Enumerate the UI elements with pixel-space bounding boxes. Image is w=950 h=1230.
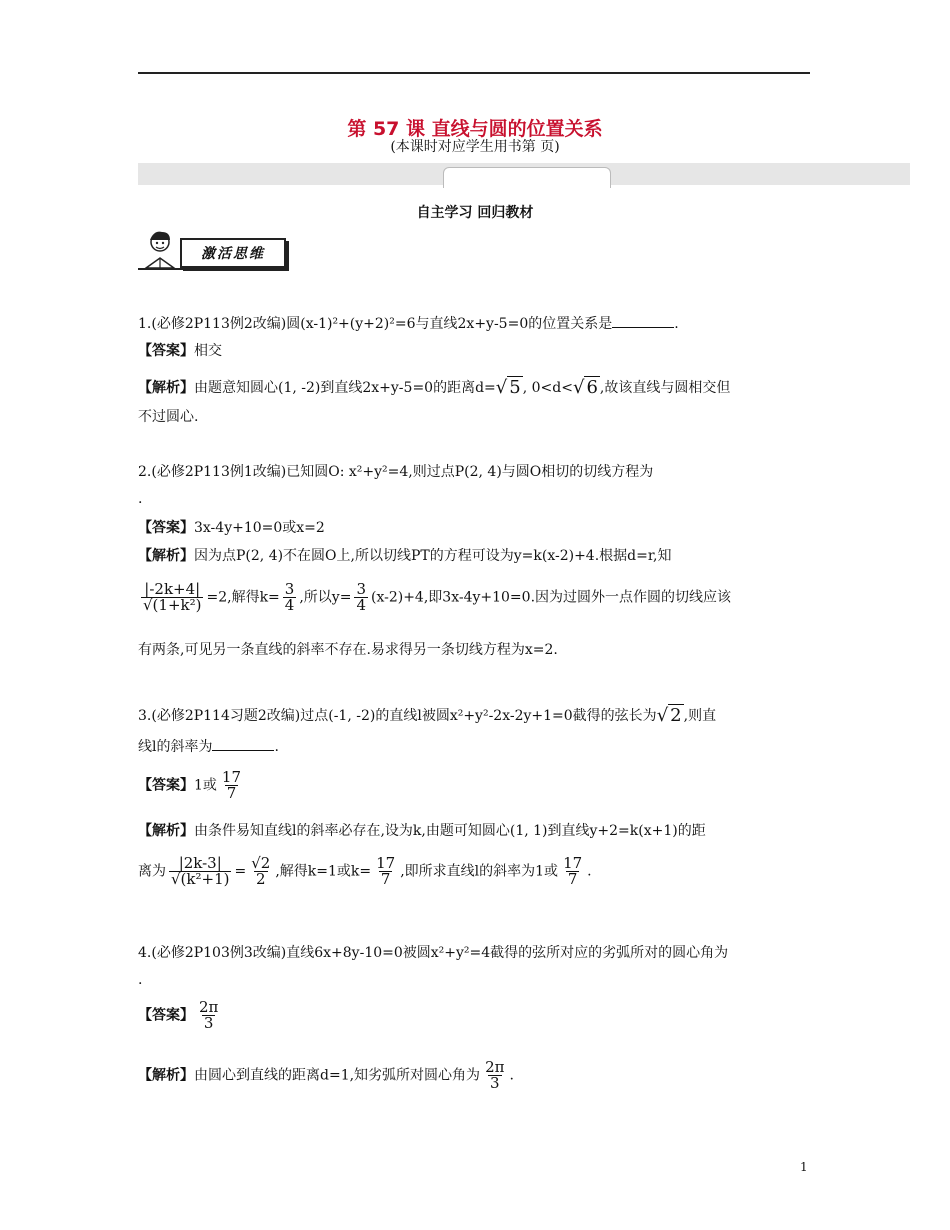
sqrt-2: √ 2 [656, 705, 682, 726]
q3-answer: 【答案】1或 $\frac{17}{7}$ [138, 768, 242, 802]
q3-blank [212, 736, 274, 751]
q3-analysis-formula: 离为 $\frac{|2k-3|}{\text{√(k²+1)}}$ = $\frac{√2}{2}$ ,解得k=1或k= $\frac{17}{7}$ ,即所求直线l的斜率为1或 $\frac{17}{7}$ . [138, 854, 592, 888]
q3-text-cont: 线l的斜率为 . [138, 736, 279, 757]
q3-slope-fraction: $\frac{17}{7}$ [563, 854, 583, 888]
q2-analysis-cont: 有两条,可见另一条直线的斜率不存在.易求得另一条切线方程为x=2. [138, 642, 558, 658]
q2-slope-fraction: $\frac{3}{4}$ [356, 580, 366, 614]
q3-root2-fraction: $\frac{√2}{2}$ [251, 854, 271, 888]
q4-answer-fraction: $\frac{2\pi}{3}$ [199, 998, 219, 1032]
top-rule [138, 72, 810, 74]
q2-answer: 【答案】3x-4y+10=0或x=2 [138, 520, 325, 536]
q2-end: . [138, 491, 143, 507]
q4-analysis-fraction: $\frac{2\pi}{3}$ [485, 1058, 505, 1092]
q4-analysis: 【解析】由圆心到直线的距离d=1,知劣弧所对圆心角为 $\frac{2\pi}{3}$ . [138, 1058, 514, 1092]
q2-analysis-formula: $\frac{|-2k+4|}{\text{√(1+k²)}}$ =2,解得k= $\frac{3}{4}$ ,所以y= $\frac{3}{4}$ (x-2)+4,即3x-4y+10=0.因为过圆外一点作圆的切线应该 [143, 580, 732, 614]
q1-blank [612, 313, 674, 328]
q1-analysis-cont: 不过圆心. [138, 409, 199, 425]
section-title: 自主学习 回归教材 [416, 205, 534, 221]
q3-text: 3.(必修2P114习题2改编)过点(-1, -2)的直线l被圆x²+y²-2x-2y+1=0截得的弦长为√ 2 ,则直 [138, 705, 717, 726]
page-number: 1 [800, 1160, 808, 1174]
lesson-title: 第 57 课 直线与圆的位置关系 [347, 118, 603, 140]
q3-answer-fraction: $\frac{17}{7}$ [221, 768, 242, 802]
q4-text: 4.(必修2P103例3改编)直线6x+8y-10=0被圆x²+y²=4截得的弦所对应的劣弧所对的圆心角为 [138, 945, 729, 961]
q3-analysis: 【解析】由条件易知直线l的斜率必存在,设为k,由题可知圆心(1, 1)到直线y+2=k(x+1)的距 [138, 823, 706, 839]
q2-analysis: 【解析】因为点P(2, 4)不在圆O上,所以切线PT的方程可设为y=k(x-2)+4.根据d=r,知 [138, 548, 672, 564]
q2-k-fraction: $\frac{3}{4}$ [284, 580, 295, 614]
q1-text: 1.(必修2P113例2改编)圆(x-1)²+(y+2)²=6与直线2x+y-5=0的位置关系是 . [138, 313, 679, 334]
q3-k-fraction: $\frac{17}{7}$ [376, 854, 396, 888]
badge-label: 激活思维 [180, 238, 286, 268]
sqrt-5: √ 5 [495, 377, 521, 398]
q3-distance-fraction: $\frac{|2k-3|}{\text{√(k²+1)}}$ [171, 854, 230, 888]
activate-thinking-badge [138, 228, 286, 272]
sqrt-6: √ 6 [572, 377, 598, 398]
lesson-subtitle: (本课时对应学生用书第 页) [390, 139, 560, 155]
q4-end: . [138, 972, 143, 988]
q4-answer: 【答案】 $\frac{2\pi}{3}$ [138, 998, 219, 1032]
q2-distance-fraction: $\frac{|-2k+4|}{\text{√(1+k²)}}$ [143, 580, 202, 614]
banner-tab [443, 167, 611, 188]
student-reading-icon [138, 228, 186, 272]
q2-text: 2.(必修2P113例1改编)已知圆O: x²+y²=4,则过点P(2, 4)与圆O相切的切线方程为 [138, 464, 654, 480]
q1-answer: 【答案】相交 [138, 343, 222, 359]
q1-analysis: 【解析】由题意知圆心(1, -2)到直线2x+y-5=0的距离d=√ 5 , 0<d<√ 6 ,故该直线与圆相交但 [138, 377, 731, 398]
